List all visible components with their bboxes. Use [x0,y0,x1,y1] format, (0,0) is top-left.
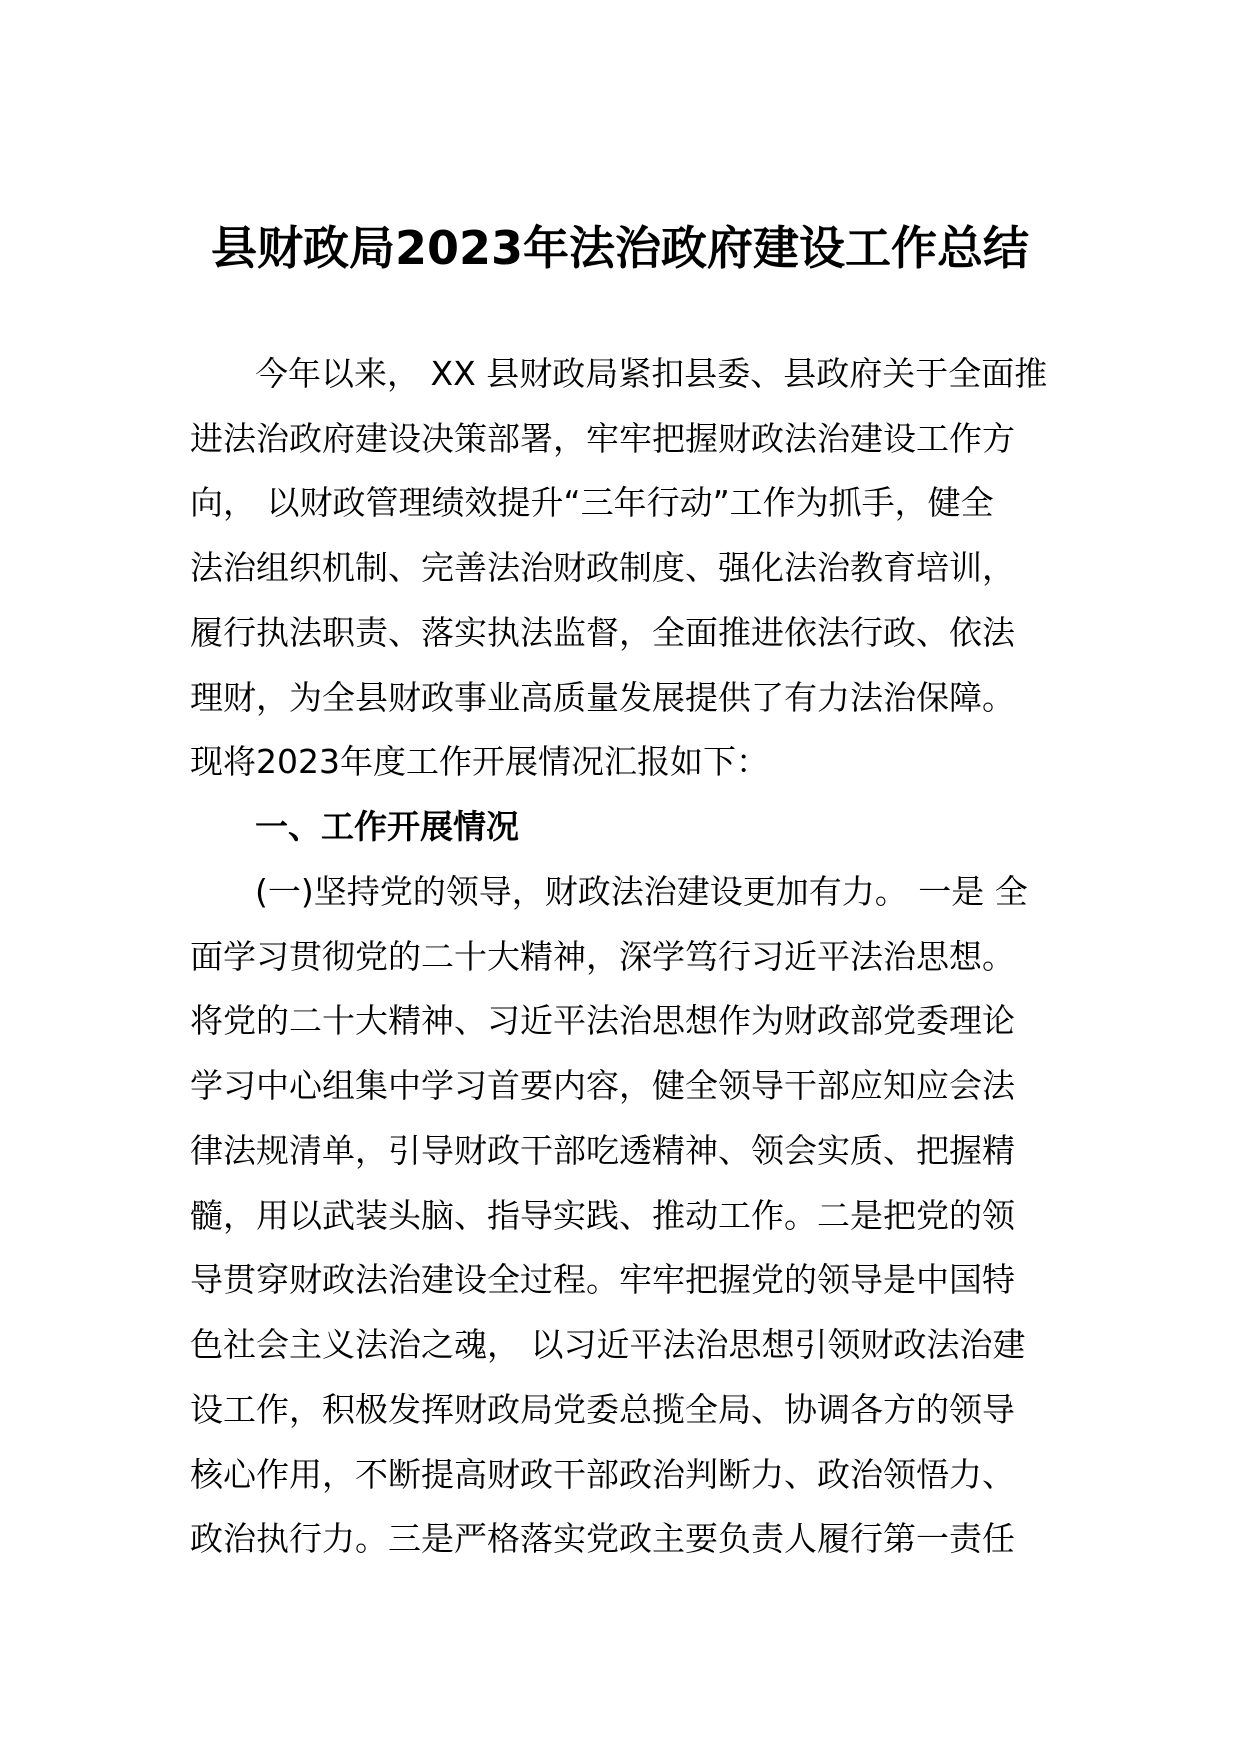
paragraph-line: 学习中心组集中学习首要内容，健全领导干部应知应会法 [190,1066,1015,1105]
paragraph-line: 核心作用，不断提高财政干部政治判断力、政治领悟力、 [190,1455,1015,1494]
paragraph-line: 律法规清单，引导财政干部吃透精神、领会实质、把握精 [190,1131,1015,1170]
paragraph-line: 设工作，积极发挥财政局党委总揽全局、协调各方的领导 [190,1390,1015,1429]
paragraph-line: 进法治政府建设决策部署，牢牢把握财政法治建设工作方 [190,419,1015,458]
paragraph-line: 法治组织机制、完善法治财政制度、强化法治教育培训， [190,548,1015,587]
paragraph-line: 向， 以财政管理绩效提升“三年行动”工作为抓手，健全 [190,483,994,522]
paragraph-line: 今年以来， XX 县财政局紧扣县委、县政府关于全面推 [255,354,1048,393]
paragraph-line: (一)坚持党的领导，财政法治建设更加有力。 一是 全 [255,872,1028,911]
paragraph-line: 将党的二十大精神、习近平法治思想作为财政部党委理论 [190,1001,1015,1040]
paragraph-line: 政治执行力。三是严格落实党政主要负责人履行第一责任 [190,1519,1015,1558]
section-heading: 一、工作开展情况 [255,807,519,846]
document-title: 县财政局2023年法治政府建设工作总结 [210,221,1030,275]
paragraph-line: 履行执法职责、落实执法监督，全面推进依法行政、依法 [190,613,1015,652]
paragraph-line: 髓，用以武装头脑、指导实践、推动工作。二是把党的领 [190,1196,1015,1235]
paragraph-line: 面学习贯彻党的二十大精神，深学笃行习近平法治思想。 [190,937,1015,976]
paragraph-line: 导贯穿财政法治建设全过程。牢牢把握党的领导是中国特 [190,1260,1015,1299]
paragraph-line: 现将2023年度工作开展情况汇报如下： [190,742,769,781]
paragraph-line: 理财，为全县财政事业高质量发展提供了有力法治保障。 [190,678,1015,717]
paragraph-line: 色社会主义法治之魂， 以习近平法治思想引领财政法治建 [190,1325,1026,1364]
